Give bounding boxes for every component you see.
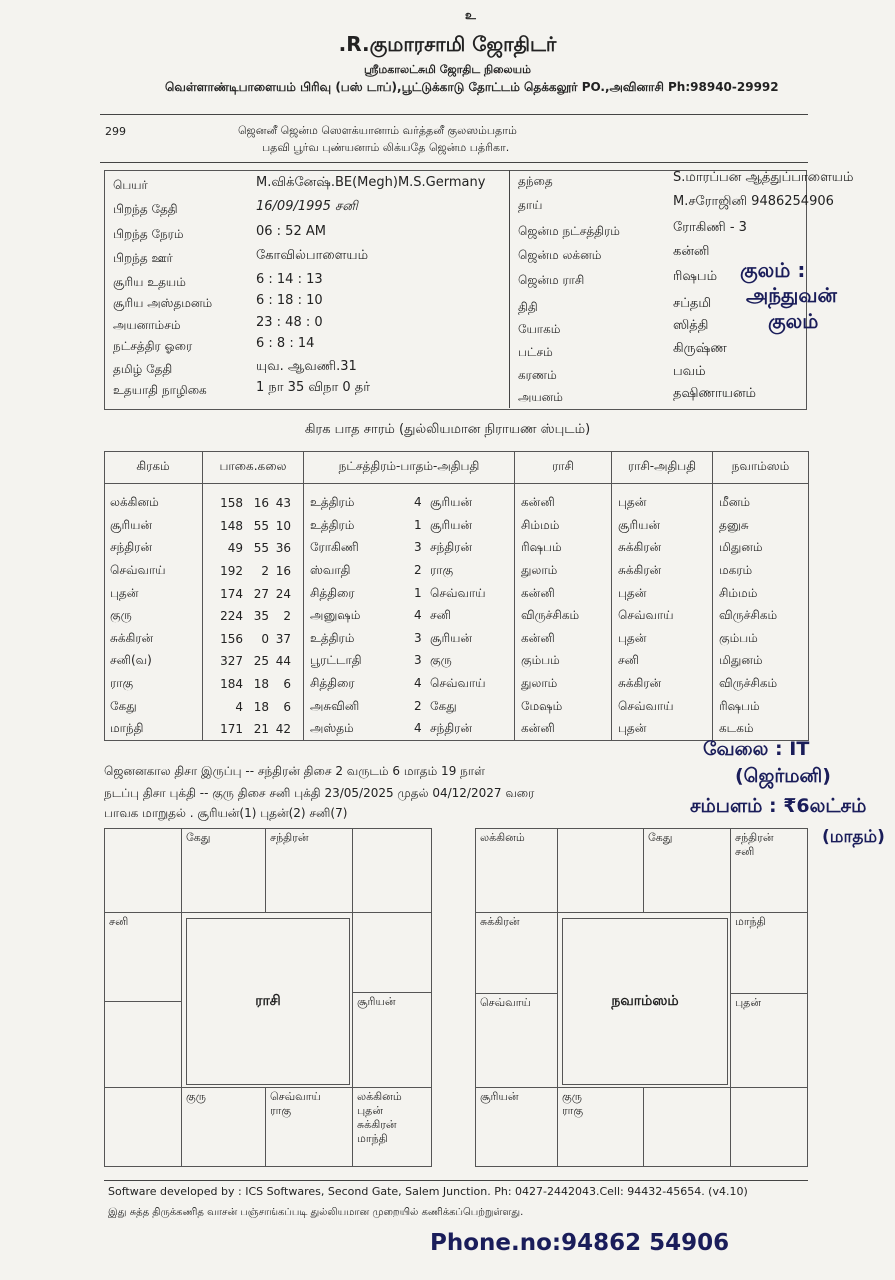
rasi-cell-t2 [181,828,266,913]
planet-star [304,650,515,673]
planet-name: லக்கினம் [110,495,159,510]
rasi-venus: சுக்கிரன் [357,1118,397,1131]
star-lord: செவ்வாய் [430,585,486,600]
detail-left-value: 6 : 18 : 10 [256,293,323,308]
rasi-center [186,918,350,1085]
hand-job-country: (ஜெர்மனி) [735,765,831,787]
planet-rasi-lord: புதன் [612,718,713,741]
rasi-ketu: கேது [186,831,211,844]
col-header-star: நட்சத்திரம்-பாதம்-அதிபதி [304,451,515,484]
planet-minute: 0 [261,631,269,646]
rasi-cell-t3 [265,828,353,913]
intro-rule [100,162,808,163]
rasi-sun: சூரியன் [357,995,396,1008]
rasi-cell-r2 [352,992,432,1088]
nav-cell-t2 [557,828,644,913]
star-name: உத்திரம் [310,630,355,645]
detail-left-value: யுவ. ஆவணி.31 [256,359,357,374]
planet-rasi-lord: செவ்வாய் [612,605,713,628]
star-name: சித்திரை [310,585,355,600]
planet-second: 44 [275,654,291,669]
planet-rasi-lord: புதன் [612,484,713,515]
detail-right-label: யோகம் [518,322,561,336]
planet-rasi: கன்னி [515,484,612,515]
header-rule [100,114,808,115]
nav-cell-b3 [643,1087,731,1167]
planet-star [304,515,515,538]
planet-star [304,673,515,696]
nav-jupiter: குரு [562,1090,582,1103]
planet-rasi-lord: புதன் [612,628,713,651]
software-credit: Software developed by : ICS Softwares, Second Gate, Salem Junction. Ph: 0427-2442043.Cell: 94432-45654. (v4.10) [108,1185,748,1198]
planet-name: ராகு [110,676,134,691]
rasi-cell-b1 [104,1087,182,1167]
planet-degree: 156 [220,631,243,646]
planet-navamsa: கடகம் [713,718,809,741]
planet-second: 2 [283,609,291,624]
planet-minute: 27 [253,586,269,601]
detail-right-label: ஜென்ம ராசி [518,273,585,287]
planet-second: 37 [275,631,291,646]
planet-rasi: ரிஷபம் [515,537,612,560]
detail-left-label: பெயர் [113,178,148,192]
table-row [104,537,808,560]
rasi-cell-t1 [104,828,182,913]
rasi-mars: செவ்வாய் [270,1090,321,1103]
planet-degree: 148 [220,518,243,533]
rasi-cell-l2 [104,1001,182,1088]
footer-rule [104,1180,808,1181]
planet-name: சூரியன் [110,517,153,532]
planet-second: 36 [275,541,291,556]
nav-mars: செவ்வாய் [480,996,531,1009]
nav-rahu: ராகு [562,1104,584,1117]
planet-rasi: மேஷம் [515,695,612,718]
planet-name: குரு [110,608,132,623]
star-lord: சந்திரன் [430,540,473,555]
table-row [104,582,808,605]
star-name: அனுஷம் [310,608,361,623]
planet-second: 24 [275,586,291,601]
nav-cell-t1 [475,828,558,913]
planet-table [104,451,808,741]
centre-name: ஸ்ரீமகாலட்சுமி ஜோதிட நிலையம் [364,63,531,76]
detail-left-label: பிறந்த ஊர் [113,251,173,265]
planet-minute: 55 [253,541,269,556]
star-pada: 4 [414,676,422,691]
nav-cell-r1 [730,912,808,994]
planet-rasi-lord: செவ்வாய் [612,695,713,718]
star-pada: 1 [414,585,422,600]
planet-longitude [203,605,304,628]
planet-star [304,484,515,515]
planet-rasi-lord: சுக்கிரன் [612,560,713,583]
detail-right-label: தந்தை [518,174,553,188]
detail-right-label: அயனம் [518,390,563,404]
nav-venus: சுக்கிரன் [480,915,520,928]
planet-longitude [203,515,304,538]
star-pada: 1 [414,517,422,532]
planet-name: சந்திரன் [110,540,153,555]
nav-saturn: சனி [735,845,755,858]
planet-rasi: துலாம் [515,560,612,583]
hand-kulam-2: அந்துவன் [746,283,837,307]
planet-second: 6 [283,677,291,692]
detail-right-label: ஜென்ம லக்னம் [518,248,602,262]
nav-cell-b4 [730,1087,808,1167]
planet-name: கேது [110,698,137,713]
planet-longitude [203,650,304,673]
nav-cell-l1 [475,912,558,994]
detail-left-value: 16/09/1995 சனி [256,199,358,214]
rasi-moon: சந்திரன் [270,831,309,844]
nav-cell-l2 [475,993,558,1088]
rasi-mercury: புதன் [357,1104,384,1117]
planet-degree: 158 [220,496,243,511]
planet-longitude [203,537,304,560]
planet-longitude [203,560,304,583]
planet-second: 42 [275,722,291,737]
accuracy-note: இது சுத்த திருக்கணித வாசன் பஞ்சாங்கப்படி துல்லியமான முறையில் கணிக்கப்பெற்றுள்ளது. [108,1207,524,1218]
table-row [104,560,808,583]
rasi-cell-t4 [352,828,432,913]
star-lord: சூரியன் [430,517,473,532]
planet-rasi: துலாம் [515,673,612,696]
planet-name: செவ்வாய் [110,563,166,578]
detail-right-value: தஷிணாயனம் [673,386,757,401]
detail-left-value: 6 : 8 : 14 [256,336,315,351]
nav-cell-b2 [557,1087,644,1167]
planet-minute: 18 [253,677,269,692]
planet-rasi: கும்பம் [515,650,612,673]
planet-second: 16 [275,564,291,579]
planet-minute: 21 [253,722,269,737]
planet-star [304,695,515,718]
planet-degree: 184 [220,677,243,692]
rasi-cell-b4 [352,1087,432,1167]
planet-minute: 2 [261,564,269,579]
detail-right-label: பட்சம் [518,345,553,359]
planet-rasi-lord: சூரியன் [612,515,713,538]
detail-right-label: ஜென்ம நட்சத்திரம் [518,224,620,238]
planet-name: சுக்கிரன் [110,630,154,645]
detail-left-value: M.விக்னேஷ்.BE(Megh)M.S.Germany [256,175,486,190]
rasi-maandi: மாந்தி [357,1132,388,1145]
table-row [104,673,808,696]
nav-cell-b1 [475,1087,558,1167]
detail-right-value: கன்னி [673,244,710,259]
star-name: ரோகிணி [310,540,359,555]
astrologer-name: .R.குமாரசாமி ஜோதிடர் [338,32,557,56]
rasi-rahu: ராகு [270,1104,292,1117]
planet-name: புதன் [110,585,139,600]
planet-minute: 16 [253,496,269,511]
star-lord: சூரியன் [430,630,473,645]
planet-star [304,537,515,560]
star-name: உத்திரம் [310,495,355,510]
dasa-balance: ஜெனனகால திசா இருப்பு -- சந்திரன் திசை 2 வருடம் 6 மாதம் 19 நாள் [104,764,485,778]
planet-minute: 18 [253,699,269,714]
planet-rasi-lord: சனி [612,650,713,673]
detail-left-label: நட்சத்திர ஓரை [113,339,193,353]
table-row [104,605,808,628]
chart-number: 299 [105,125,126,138]
detail-right-label: கரணம் [518,368,557,382]
detail-right-value: ரோகிணி - 3 [673,220,747,235]
detail-right-value: சப்தமி [673,296,712,311]
hand-salary-period: (மாதம்) [822,827,885,847]
nav-sun: சூரியன் [480,1090,519,1103]
planet-navamsa: தனுசு [713,515,809,538]
nav-maandi: மாந்தி [735,915,766,928]
detail-left-label: பிறந்த நேரம் [113,227,184,241]
planet-navamsa: மீனம் [713,484,809,515]
hand-kulam-3: குலம் [768,309,819,333]
detail-right-value: M.சரோஜினி 9486254906 [673,194,834,209]
planet-second: 10 [275,518,291,533]
hand-job: வேலை : IT [703,738,810,760]
nav-ketu: கேது [648,831,673,844]
planet-navamsa: விருச்சிகம் [713,605,809,628]
planet-degree: 174 [220,586,243,601]
planet-longitude [203,673,304,696]
planet-navamsa: மகரம் [713,560,809,583]
star-name: ஸ்வாதி [310,563,351,578]
detail-left-value: 06 : 52 AM [256,224,326,239]
table-row [104,628,808,651]
col-header-navamsa: நவாம்ஸம் [713,451,809,484]
planet-rasi: விருச்சிகம் [515,605,612,628]
star-pada: 2 [414,698,422,713]
planet-longitude [203,718,304,741]
table-row [104,484,808,515]
bhava-change: பாவக மாறுதல் . சூரியன்(1) புதன்(2) சனி(7) [104,806,348,820]
col-header-rasi-lord: ராசி-அதிபதி [612,451,713,484]
detail-right-label: தாய் [518,198,543,212]
planet-rasi-lord: புதன் [612,582,713,605]
rasi-cell-b3 [265,1087,353,1167]
planet-second: 6 [283,699,291,714]
star-pada: 4 [414,608,422,623]
detail-right-value: S.மாரப்பன ஆத்துப்பாளையம் [673,170,854,185]
star-name: சித்திரை [310,676,355,691]
star-lord: ராகு [430,563,454,578]
planet-rasi: கன்னி [515,718,612,741]
rasi-saturn: சனி [109,915,129,928]
detail-right-label: திதி [518,300,538,314]
star-pada: 3 [414,653,422,668]
col-header-degree: பாகை.கலை [203,451,304,484]
planet-name: மாந்தி [110,721,144,736]
hand-kulam-1: குலம் : [740,258,806,282]
star-name: அஸ்தம் [310,721,354,736]
current-dasa: நடப்பு திசா புக்தி -- குரு திசை சனி புக்தி 23/05/2025 முதல் 04/12/2027 வரை [104,786,535,800]
rasi-center-label: ராசி [255,992,281,1009]
detail-left-label: அயனாம்சம் [113,318,181,332]
detail-left-label: பிறந்த தேதி [113,202,178,216]
star-name: உத்திரம் [310,517,355,532]
planet-longitude [203,582,304,605]
detail-right-value: பவம் [673,364,706,379]
hand-phone: Phone.no:94862 54906 [430,1230,730,1256]
nav-cell-t4 [730,828,808,913]
rasi-cell-b2 [181,1087,266,1167]
planet-star [304,718,515,741]
detail-right-value: கிருஷ்ண [673,341,727,356]
detail-left-label: சூரிய உதயம் [113,275,186,289]
star-pada: 3 [414,540,422,555]
planet-degree: 171 [220,722,243,737]
star-pada: 4 [414,495,422,510]
planet-star [304,605,515,628]
detail-left-value: 6 : 14 : 13 [256,272,323,287]
star-lord: செவ்வாய் [430,676,486,691]
planet-degree: 224 [220,609,243,624]
planet-navamsa: ரிஷபம் [713,695,809,718]
col-header-planet: கிரகம் [104,451,203,484]
planet-navamsa: மிதுனம் [713,650,809,673]
planet-degree: 327 [220,654,243,669]
planet-section-title: கிரக பாத சாரம் (துல்லியமான நிராயண ஸ்புடம்) [304,422,591,437]
planet-rasi-lord: சுக்கிரன் [612,537,713,560]
col-header-rasi: ராசி [515,451,612,484]
planet-navamsa: கும்பம் [713,628,809,651]
planet-minute: 55 [253,518,269,533]
nav-center-label: நவாம்ஸம் [611,992,679,1009]
planet-navamsa: விருச்சிகம் [713,673,809,696]
planet-rasi: கன்னி [515,628,612,651]
planet-star [304,560,515,583]
planet-longitude [203,695,304,718]
star-pada: 4 [414,721,422,736]
star-name: அசுவினி [310,698,360,713]
star-lord: சனி [430,608,451,623]
planet-rasi: சிம்மம் [515,515,612,538]
address: வெள்ளாண்டிபாளையம் பிரிவு (பஸ் டாப்),பூட்டுக்காடு தோட்டம் தெக்கலூர் PO.,அவினாசி Ph:98940-29992 [165,80,779,94]
planet-minute: 35 [253,609,269,624]
detail-left-label: தமிழ் தேதி [113,362,173,376]
star-lord: கேது [430,698,457,713]
table-row [104,695,808,718]
planet-degree: 4 [235,699,243,714]
detail-left-label: சூரிய அஸ்தமனம் [113,296,213,310]
planet-rasi-lord: சுக்கிரன் [612,673,713,696]
rasi-cell-r1 [352,912,432,993]
planet-degree: 192 [220,564,243,579]
detail-left-value: 23 : 48 : 0 [256,315,323,330]
detail-left-value: 1 நா 35 விநா 0 தர் [256,380,371,395]
detail-right-value: ரிஷபம் [673,269,718,284]
planet-navamsa: சிம்மம் [713,582,809,605]
planet-longitude [203,484,304,515]
detail-left-label: உதயாதி நாழிகை [113,383,207,397]
star-lord: சூரியன் [430,495,473,510]
planet-longitude [203,628,304,651]
nav-center [562,918,728,1085]
star-lord: குரு [430,653,452,668]
planet-rasi: கன்னி [515,582,612,605]
planet-navamsa: மிதுனம் [713,537,809,560]
nav-lagna: லக்கினம் [480,831,525,844]
details-divider [509,170,510,408]
planet-degree: 49 [227,541,243,556]
nav-moon: சந்திரன் [735,831,774,844]
sloka-line-2: பதவி பூர்வ புண்யனாம் லிக்யதே ஜென்ம பத்ரிகா. [262,141,510,154]
rasi-jupiter: குரு [186,1090,206,1103]
planet-star [304,582,515,605]
planet-second: 43 [275,496,291,511]
detail-right-value: ஸித்தி [673,318,709,333]
star-name: பூரட்டாதி [310,653,362,668]
nav-mercury: புதன் [735,996,762,1009]
star-lord: சந்திரன் [430,721,473,736]
table-row [104,515,808,538]
rasi-cell-l1 [104,912,182,1002]
planet-minute: 25 [253,654,269,669]
nav-cell-r2 [730,993,808,1088]
sloka-line-1: ஜெனனீ ஜென்ம ஸௌக்யானாம் வர்த்தனீ குலஸம்பதாம் [238,124,517,137]
top-mark: உ [465,8,476,22]
table-row [104,650,808,673]
detail-left-value: கோவில்பாளையம் [256,248,369,263]
rasi-lagna: லக்கினம் [357,1090,402,1103]
star-pada: 2 [414,563,422,578]
hand-salary: சம்பளம் : ₹6லட்சம் [690,795,867,817]
nav-cell-t3 [643,828,731,913]
star-pada: 3 [414,630,422,645]
planet-name: சனி(வ) [110,653,152,668]
planet-star [304,628,515,651]
